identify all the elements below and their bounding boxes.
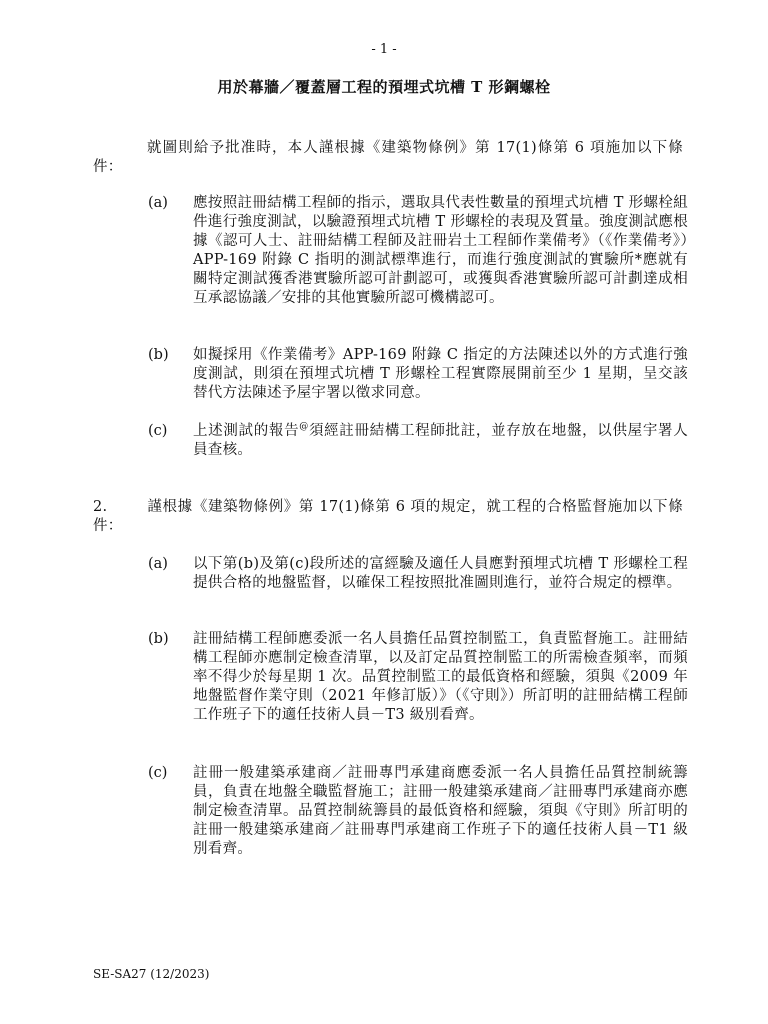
item-label: (a) (148, 195, 168, 211)
item-text: 以下第(b)及第(c)段所述的富經驗及適任人員應對預埋式坑槽 T 形螺栓工程提供合格的地盤監督，以確保工程按照批准圖則進行，並符合規定的標準。 (193, 556, 688, 591)
item-text: 應按照註冊結構工程師的指示，選取具代表性數量的預埋式坑槽 T 形螺栓組件進行強度測試，以驗證預埋式坑槽 T 形螺栓的表現及質量。強度測試應根據《認可人士、註冊結構工程師及註冊岩土工程師作業備考》（《作業備考》）APP-169 附錄 C 指明的測試標準進行，而進行強度測試的實驗所*應就有關特定測試獲香港實驗所認可計劃認可，或獲與香港實驗所認可計劃達成相互承認協議／安排的其他實驗所認可機構認可。 (193, 195, 688, 306)
document-title: 用於幕牆／覆蓋層工程的預埋式坑槽 T 形鋼螺栓 (217, 78, 551, 96)
section1-intro: 就圖則給予批准時，本人謹根據《建築物條例》第 17(1)條第 6 項施加以下條件： (93, 140, 683, 175)
item-text-before: 上述測試的報告 (193, 423, 300, 439)
item-label: (c) (148, 765, 168, 781)
section1-item-a (148, 194, 688, 308)
item-text: 註冊結構工程師應委派一名人員擔任品質控制監工，負責監督施工。註冊結構工程師亦應制定檢查清單，以及訂定品質控制監工的所需檢查頻率，而頻率不得少於每星期 1 次。品質控制監工的最低資格和經驗，須與《2009 年地盤監督作業守則（2021 年修訂版）》（《守則》）所訂明的註冊結構工程師工作班子下的適任技術人員－T3 級別看齊。 (193, 631, 688, 723)
item-text: 註冊一般建築承建商／註冊專門承建商應委派一名人員擔任品質控制統籌員，負責在地盤全職監督施工；註冊一般建築承建商／註冊專門承建商亦應制定檢查清單。品質控制統籌員的最低資格和經驗，須與《守則》所訂明的註冊一般建築承建商／註冊專門承建商工作班子下的適任技術人員－T1 級別看齊。 (193, 765, 688, 857)
section2-intro (93, 498, 683, 536)
section2-item-c (148, 764, 688, 859)
section2-intro-text: 謹根據《建築物條例》第 17(1)條第 6 項的規定，就工程的合格監督施加以下條件： (93, 499, 683, 534)
item-label: (a) (148, 556, 168, 572)
section2-item-b (148, 630, 688, 725)
item-label: (b) (148, 631, 169, 647)
item-text: 如擬採用《作業備考》APP-169 附錄 C 指定的方法陳述以外的方式進行強度測試，則須在預埋式坑槽 T 形螺栓工程實際展開前至少 1 星期，呈交該替代方法陳述予屋宇署以徵求同意。 (193, 347, 688, 401)
item-text-after: 須經註冊結構工程師批註，並存放在地盤，以供屋宇署人員查核。 (193, 423, 688, 458)
item-text (193, 422, 688, 460)
form-code-footer: SE-SA27 (12/2023) (93, 967, 210, 981)
section1-item-b (148, 346, 688, 403)
at-footnote-mark: @ (299, 422, 309, 433)
page-number: - 1 - (371, 42, 397, 57)
section2-number: 2. (93, 499, 108, 515)
item-label: (c) (148, 423, 168, 439)
section1-item-c (148, 422, 688, 460)
section2-item-a (148, 555, 688, 593)
item-label: (b) (148, 347, 169, 363)
